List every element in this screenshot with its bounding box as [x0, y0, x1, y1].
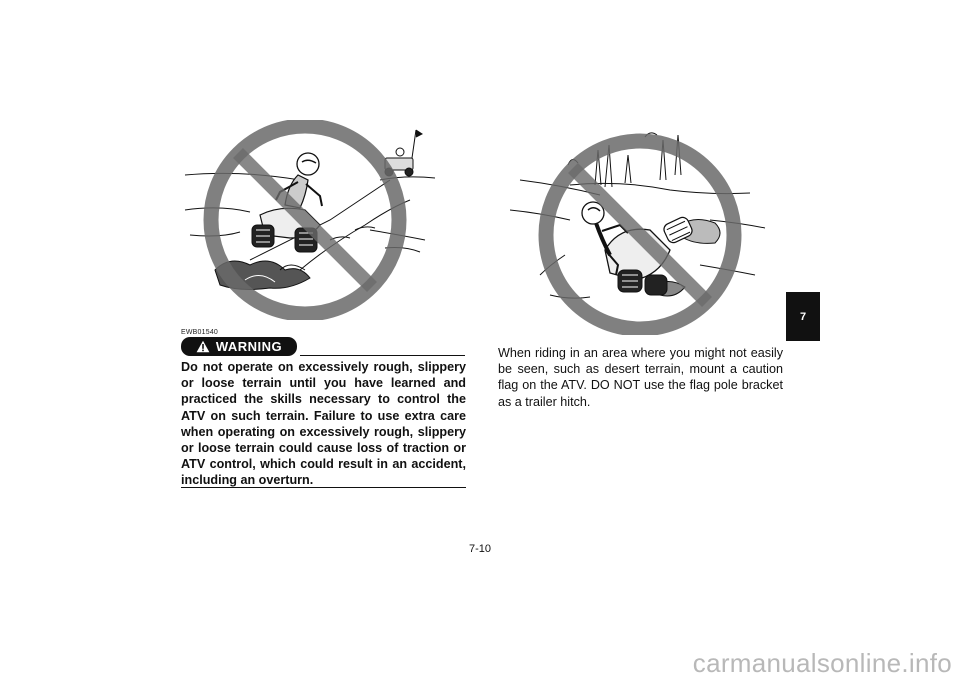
page-number: 7-10: [468, 543, 492, 555]
warning-rule-top: [300, 355, 465, 356]
watermark: carmanualsonline.info: [692, 648, 952, 678]
warning-rule-bottom: [181, 487, 466, 488]
warning-code: EWB01540: [181, 329, 219, 336]
warning-label: WARNING: [215, 339, 283, 354]
warning-triangle-icon: [196, 340, 210, 353]
warning-text: Do not operate on excessively rough, slippery or loose terrain until you have learned and practiced the skills necessary to control the ATV on such terrain. Failure to use extra care when operating on excessively rough, slippery or loose terrain could cause loss of traction or ATV control, which could result in an accident, including an overturn.: [181, 360, 466, 488]
prohibited-atv-overturn-illustration: [510, 125, 780, 335]
chapter-tab: 7: [786, 292, 820, 341]
warning-badge: [181, 337, 297, 356]
prohibited-rough-terrain-atv-illustration: [180, 120, 440, 320]
caution-flag-text: When riding in an area where you might not easily be seen, such as desert terrain, mount a caution flag on the ATV. DO NOT use the flag pole bracket as a trailer hitch.: [498, 346, 783, 409]
